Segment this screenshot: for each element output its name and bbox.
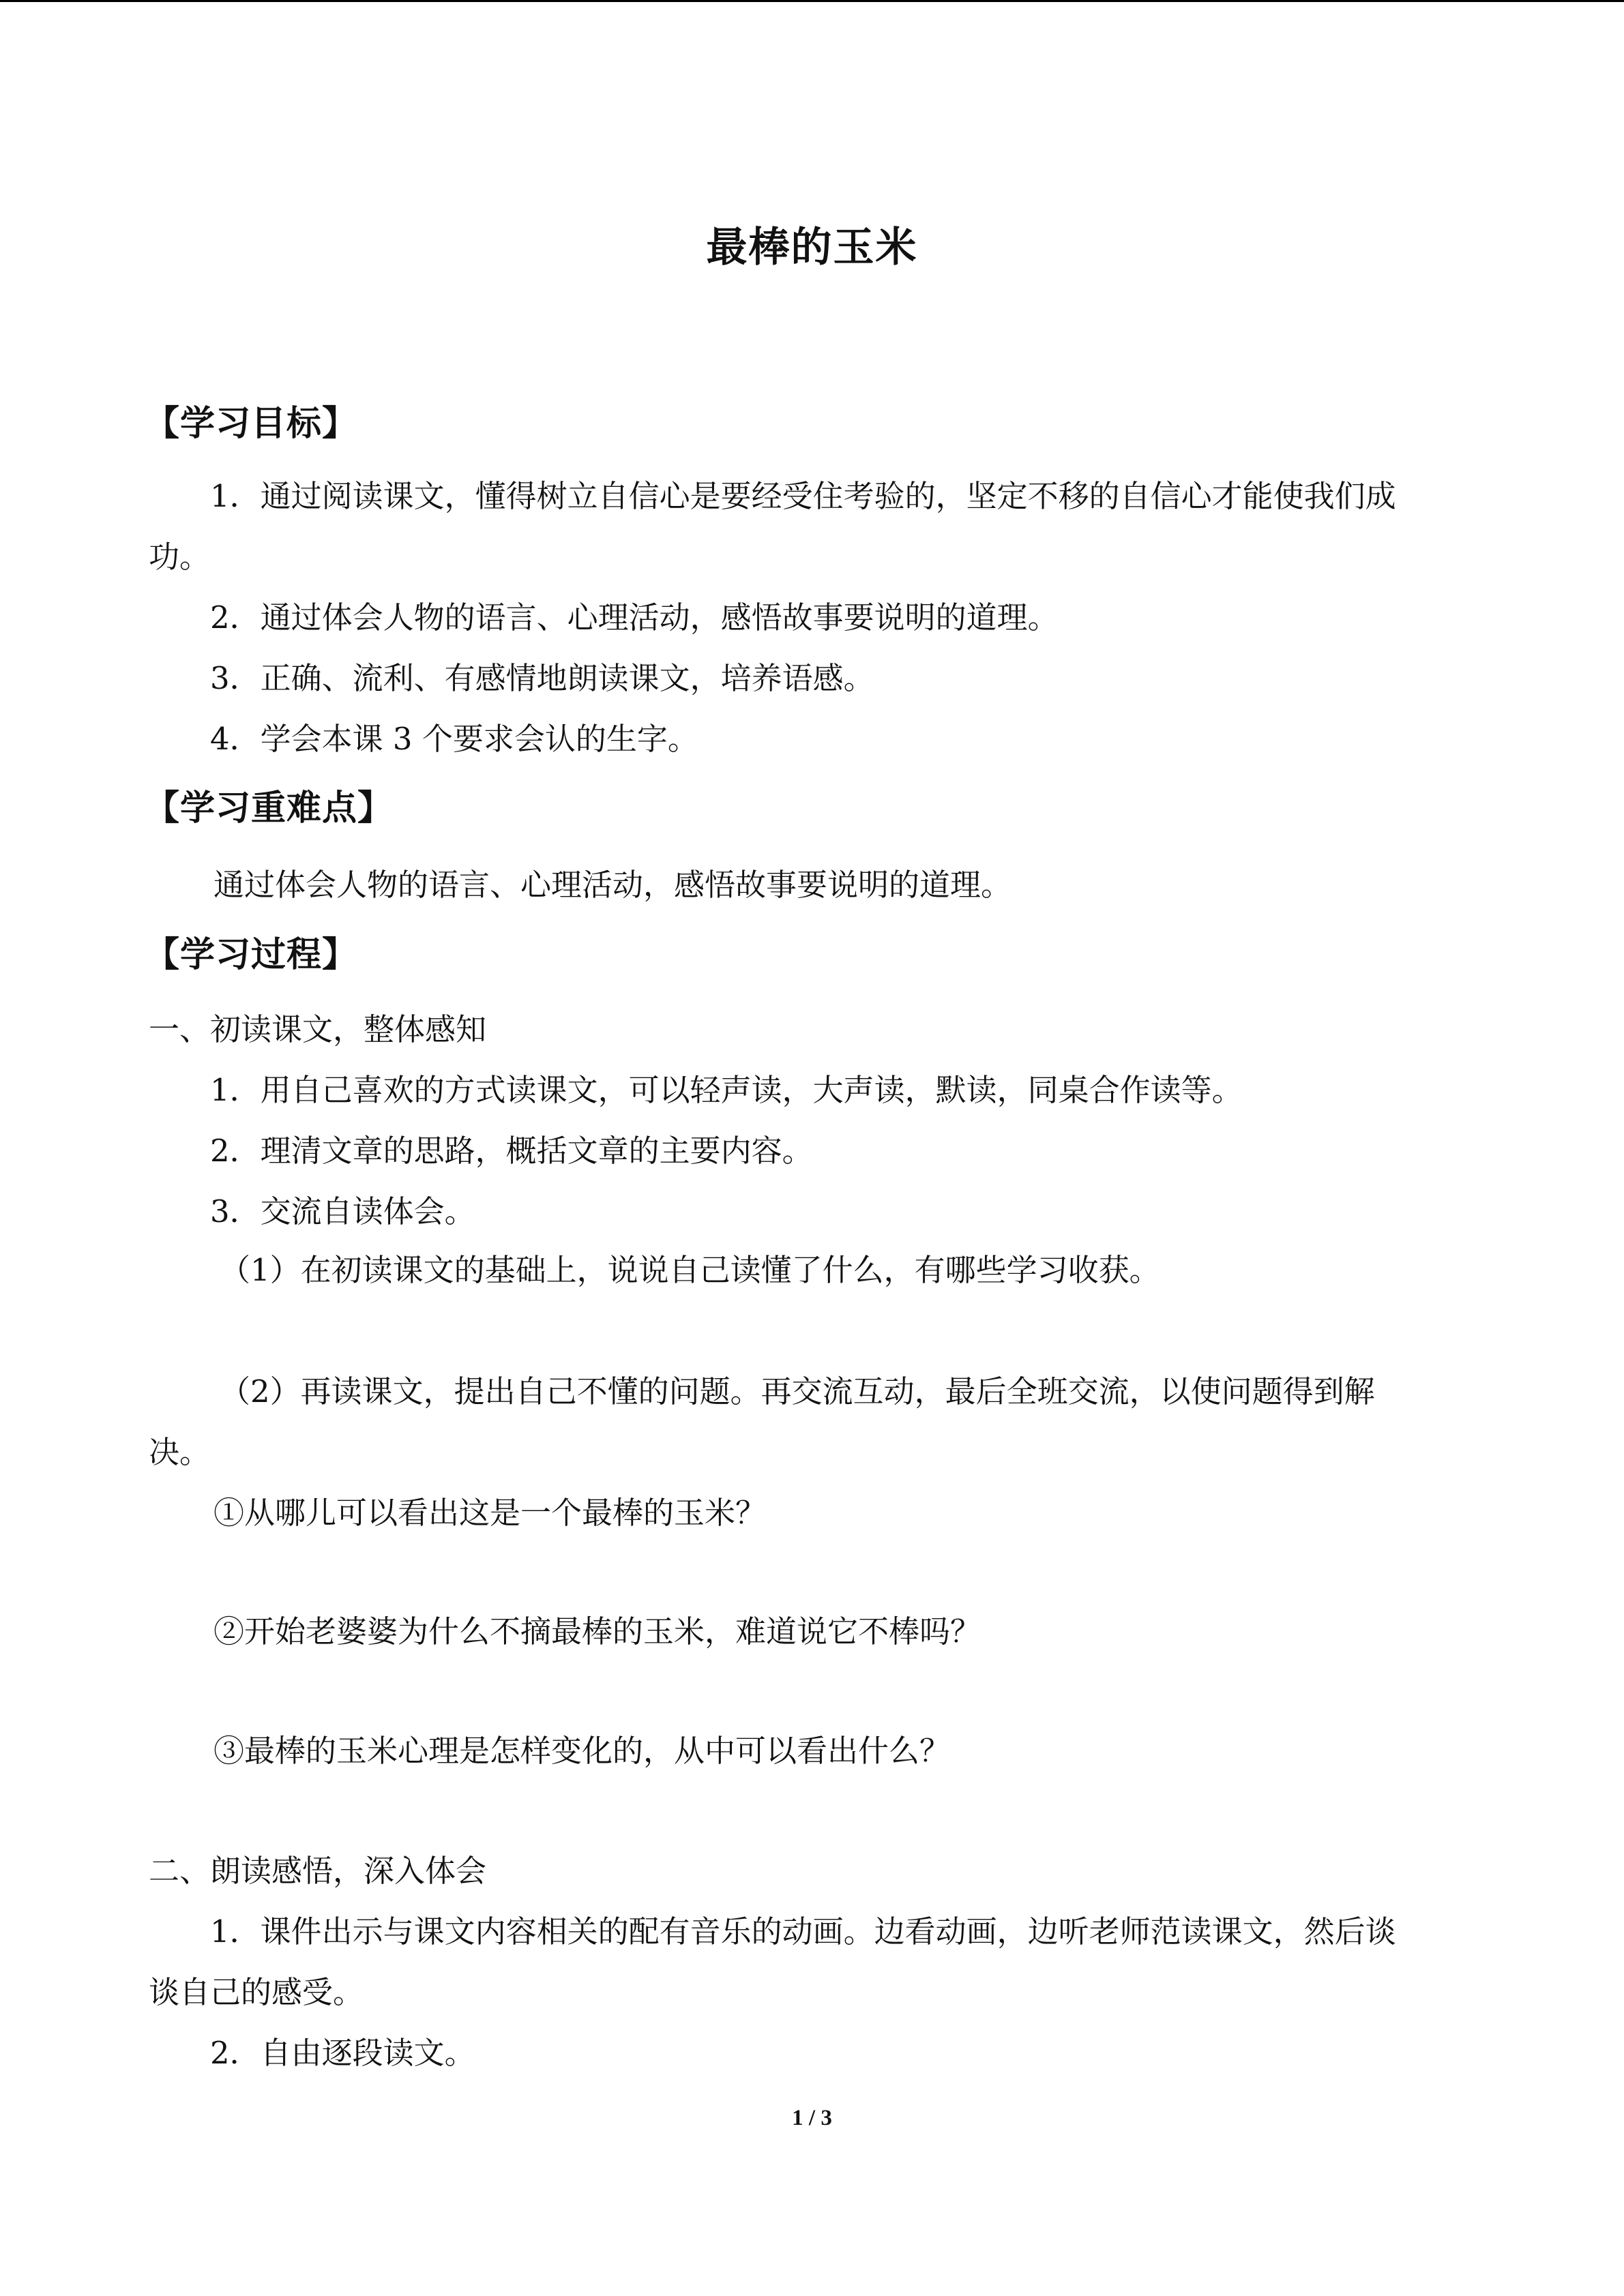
section-heading-goals: 【学习目标】 xyxy=(145,404,358,444)
key-points-text: 通过体会人物的语言、心理活动，感悟故事要说明的道理。 xyxy=(213,867,1012,903)
goal-item-1-continued: 功。 xyxy=(149,539,211,575)
part2-item-1: 1．课件出示与课文内容相关的配有音乐的动画。边看动画，边听老师范读课文，然后谈 xyxy=(210,1913,1396,1950)
section-heading-key-points: 【学习重难点】 xyxy=(145,788,394,829)
question-2: ②开始老婆婆为什么不摘最棒的玉米，难道说它不棒吗？ xyxy=(213,1613,981,1650)
goal-item-3: 3．正确、流利、有感情地朗读课文，培养语感。 xyxy=(210,660,874,696)
goal-item-1: 1．通过阅读课文，懂得树立自信心是要经受住考验的，坚定不移的自信心才能使我们成 xyxy=(210,478,1396,514)
section-heading-process: 【学习过程】 xyxy=(145,935,358,975)
page-title: 最棒的玉米 xyxy=(706,224,918,271)
part2-item-1-continued: 谈自己的感受。 xyxy=(149,1974,364,2010)
part2-item-2: 2．自由逐段读文。 xyxy=(210,2035,475,2071)
part1-title: 一、初读课文，整体感知 xyxy=(149,1011,487,1047)
part1-sub-2-continued: 决。 xyxy=(149,1434,211,1470)
part1-item-1: 1．用自己喜欢的方式读课文，可以轻声读，大声读，默读，同桌合作读等。 xyxy=(210,1072,1243,1108)
part2-title: 二、朗读感悟，深入体会 xyxy=(149,1853,487,1889)
part1-item-2: 2．理清文章的思路，概括文章的主要内容。 xyxy=(210,1133,813,1169)
part1-sub-1: （1）在初读课文的基础上，说说自己读懂了什么，有哪些学习收获。 xyxy=(220,1252,1160,1288)
part1-sub-2: （2）再读课文，提出自己不懂的问题。再交流互动，最后全班交流，以使问题得到解 xyxy=(220,1373,1375,1410)
goal-item-2: 2．通过体会人物的语言、心理活动，感悟故事要说明的道理。 xyxy=(210,599,1059,636)
question-3: ③最棒的玉米心理是怎样变化的，从中可以看出什么？ xyxy=(213,1733,951,1769)
part1-item-3: 3．交流自读体会。 xyxy=(210,1193,475,1229)
goal-item-4: 4．学会本课 3 个要求会认的生字。 xyxy=(210,721,698,757)
question-1: ①从哪儿可以看出这是一个最棒的玉米？ xyxy=(213,1495,767,1531)
page-number: 1 / 3 xyxy=(792,2106,832,2130)
